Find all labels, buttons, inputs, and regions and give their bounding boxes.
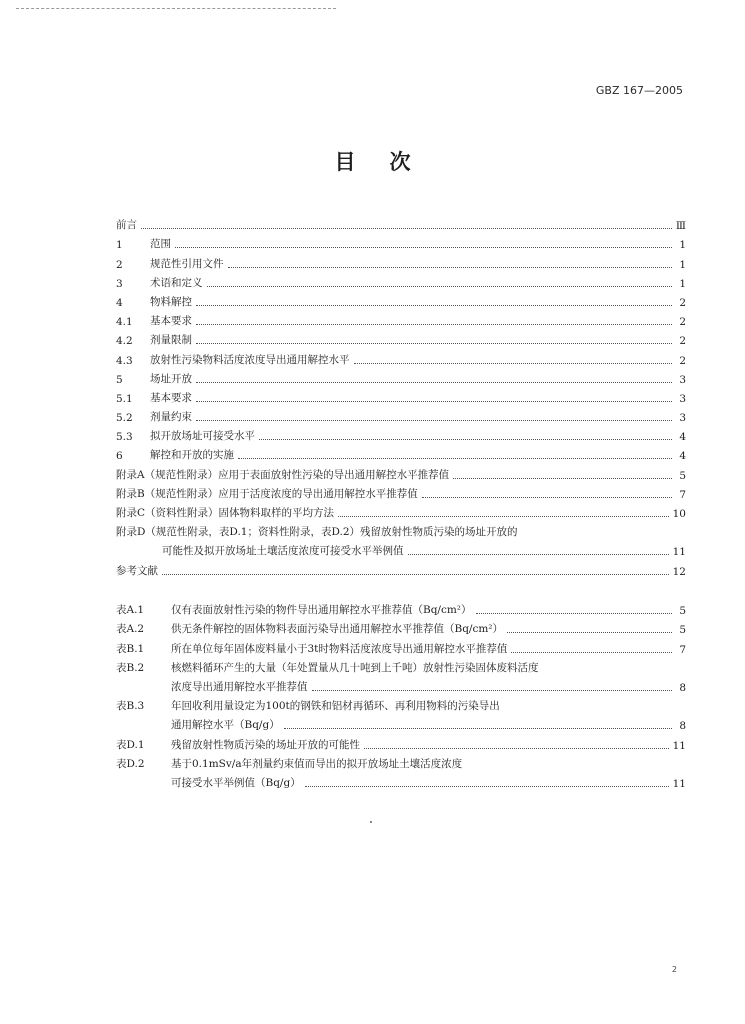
leader-dots [408, 554, 669, 555]
toc-number: 表B.3 [116, 700, 145, 713]
toc-number: 5.3 [116, 431, 133, 444]
toc-item[interactable] [116, 290, 686, 309]
leader-dots [259, 439, 672, 440]
toc-number: 5.1 [116, 392, 133, 405]
toc-page: 11 [672, 778, 686, 791]
toc-label: 残留放射性物质污染的场址开放的可能性 [171, 738, 360, 751]
toc-item[interactable] [116, 482, 686, 501]
toc-number: 5 [116, 373, 123, 386]
toc-label: 附录D（规范性附录，表D.1；资料性附录，表D.2）残留放射性物质污染的场址开放的 [116, 526, 518, 539]
leader-dots [141, 228, 672, 229]
toc-label: 剂量约束 [150, 411, 192, 424]
table-list-item[interactable] [116, 617, 686, 637]
toc-label-continued: 通用解控水平（Bq/g） [171, 719, 280, 732]
leader-dots [338, 516, 669, 517]
table-list-item[interactable] [116, 636, 686, 656]
toc-line [116, 539, 686, 558]
toc-label: 供无条件解控的固体物料表面污染导出通用解控水平推荐值（Bq/cm²） [171, 623, 504, 635]
toc-label: 基本要求 [150, 391, 192, 404]
leader-dots [511, 652, 672, 653]
leader-dots [284, 728, 672, 729]
toc-item[interactable] [116, 558, 686, 577]
toc-line [116, 694, 686, 713]
toc-label: 规范性引用文件 [150, 257, 224, 270]
toc-item[interactable] [116, 443, 686, 462]
toc-label-continued: 浓度导出通用解控水平推荐值 [171, 680, 308, 693]
toc-item[interactable] [116, 251, 686, 270]
toc-page: 5 [679, 469, 686, 482]
toc-page: 10 [672, 508, 686, 520]
toc-number: 2 [116, 258, 123, 271]
leader-dots [175, 247, 672, 248]
toc-label-continued: 可接受水平举例值（Bq/g） [171, 777, 301, 790]
toc-page: 3 [679, 412, 686, 425]
toc-page: 1 [679, 277, 686, 290]
toc-label: 年回收利用量设定为100t的钢铁和铝材再循环、再利用物料的污染导出 [171, 700, 500, 713]
leader-dots [196, 305, 672, 306]
toc-item[interactable] [116, 462, 686, 481]
toc-label: 术语和定义 [150, 276, 203, 289]
toc-label: 场址开放 [150, 372, 192, 385]
toc-item[interactable] [116, 347, 686, 366]
toc-label: 附录B（规范性附录）应用于活度浓度的导出通用解控水平推荐值 [116, 487, 418, 500]
toc-label: 前言 [116, 219, 137, 232]
toc-label: 放射性污染物料活度浓度导出通用解控水平 [150, 353, 350, 366]
toc-page: 5 [679, 604, 686, 617]
toc-list [116, 213, 686, 578]
toc-number: 表B.1 [116, 642, 145, 655]
table-list-item[interactable] [116, 597, 686, 617]
table-list-item[interactable] [116, 732, 686, 752]
toc-item[interactable] [116, 309, 686, 328]
leader-dots [364, 748, 669, 749]
toc-label: 解控和开放的实施 [150, 449, 234, 462]
toc-item[interactable] [116, 328, 686, 347]
toc-line [116, 752, 686, 771]
leader-dots [507, 632, 672, 633]
scan-speck [370, 821, 372, 823]
toc-item[interactable] [116, 213, 686, 232]
leader-dots [207, 286, 673, 287]
toc-number: 表D.1 [116, 738, 145, 751]
toc-line [116, 520, 686, 539]
page-title: 目次 [334, 150, 445, 174]
leader-dots [196, 420, 672, 421]
toc-line [116, 656, 686, 675]
toc-item[interactable] [116, 424, 686, 443]
leader-dots [476, 613, 672, 614]
toc-page: 4 [679, 450, 686, 463]
toc-page: Ⅲ [675, 220, 686, 233]
toc-page: 1 [679, 258, 686, 271]
toc-number: 表B.2 [116, 661, 145, 674]
toc-number: 4.1 [116, 316, 133, 329]
page-number: 2 [671, 965, 677, 974]
toc-number: 4.3 [116, 354, 133, 367]
toc-page: 11 [672, 546, 686, 559]
table-list-item[interactable] [116, 752, 686, 790]
toc-page: 4 [679, 431, 686, 444]
top-rule [16, 8, 336, 9]
toc-number: 表A.2 [116, 623, 145, 635]
doc-code: GBZ 167—2005 [595, 84, 683, 97]
toc-label: 剂量限制 [150, 334, 192, 347]
leader-dots [354, 363, 673, 364]
toc-page: 8 [679, 681, 686, 694]
toc-line [116, 771, 686, 790]
toc-label: 基本要求 [150, 315, 192, 328]
toc-label: 基于0.1mSv/a年剂量约束值而导出的拟开放场址土壤活度浓度 [171, 757, 463, 770]
toc-item[interactable] [116, 386, 686, 405]
table-list [116, 597, 686, 790]
toc-line [116, 713, 686, 732]
toc-item[interactable] [116, 271, 686, 290]
toc-label-continued: 可能性及拟开放场址土壤活度浓度可接受水平举例值 [162, 545, 404, 558]
toc-number: 6 [116, 450, 123, 463]
toc-label: 范围 [150, 238, 171, 251]
toc-label: 参考文献 [116, 564, 158, 577]
toc-label: 核燃料循环产生的大量（年处置量从几十吨到上千吨）放射性污染固体废料活度 [171, 661, 539, 674]
toc-page: 8 [679, 720, 686, 733]
toc-number: 表D.2 [116, 757, 145, 770]
toc-number: 5.2 [116, 412, 133, 425]
toc-item[interactable] [116, 501, 686, 520]
toc-page: 1 [679, 239, 686, 252]
toc-label: 所在单位每年固体废料量小于3t时物料活度浓度导出通用解控水平推荐值 [171, 642, 508, 655]
toc-page: 2 [679, 354, 686, 367]
toc-page: 3 [679, 392, 686, 405]
toc-page: 5 [679, 624, 686, 636]
leader-dots [238, 458, 672, 459]
toc-page: 3 [679, 373, 686, 386]
toc-label: 仅有表面放射性污染的物件导出通用解控水平推荐值（Bq/cm²） [171, 603, 472, 616]
toc-label: 拟开放场址可接受水平 [150, 430, 255, 443]
toc-label: 附录C（资料性附录）固体物料取样的平均方法 [116, 507, 335, 519]
toc-item[interactable] [116, 232, 686, 251]
toc-item[interactable] [116, 367, 686, 386]
leader-dots [196, 343, 672, 344]
toc-item[interactable] [116, 520, 686, 558]
toc-item[interactable] [116, 405, 686, 424]
leader-dots [196, 324, 672, 325]
table-list-item[interactable] [116, 656, 686, 694]
toc-number: 1 [116, 239, 123, 252]
toc-number: 4.2 [116, 335, 133, 348]
leader-dots [162, 574, 669, 575]
toc-page: 11 [672, 739, 686, 752]
toc-number: 表A.1 [116, 603, 145, 616]
leader-dots [305, 786, 669, 787]
table-list-item[interactable] [116, 694, 686, 732]
leader-dots [196, 401, 672, 402]
toc-page: 2 [679, 335, 686, 348]
leader-dots [196, 382, 672, 383]
toc-page: 7 [679, 488, 686, 501]
toc-number: 3 [116, 277, 123, 290]
toc-line [116, 675, 686, 694]
toc-page: 2 [679, 296, 686, 309]
toc-page: 7 [679, 643, 686, 656]
leader-dots [422, 497, 672, 498]
leader-dots [453, 478, 672, 479]
toc-page: 2 [679, 316, 686, 329]
toc-label: 附录A（规范性附录）应用于表面放射性污染的导出通用解控水平推荐值 [116, 468, 450, 481]
toc-number: 4 [116, 296, 123, 309]
leader-dots [228, 267, 673, 268]
leader-dots [312, 690, 673, 691]
toc-page: 12 [672, 565, 686, 578]
toc-label: 物料解控 [150, 295, 192, 308]
